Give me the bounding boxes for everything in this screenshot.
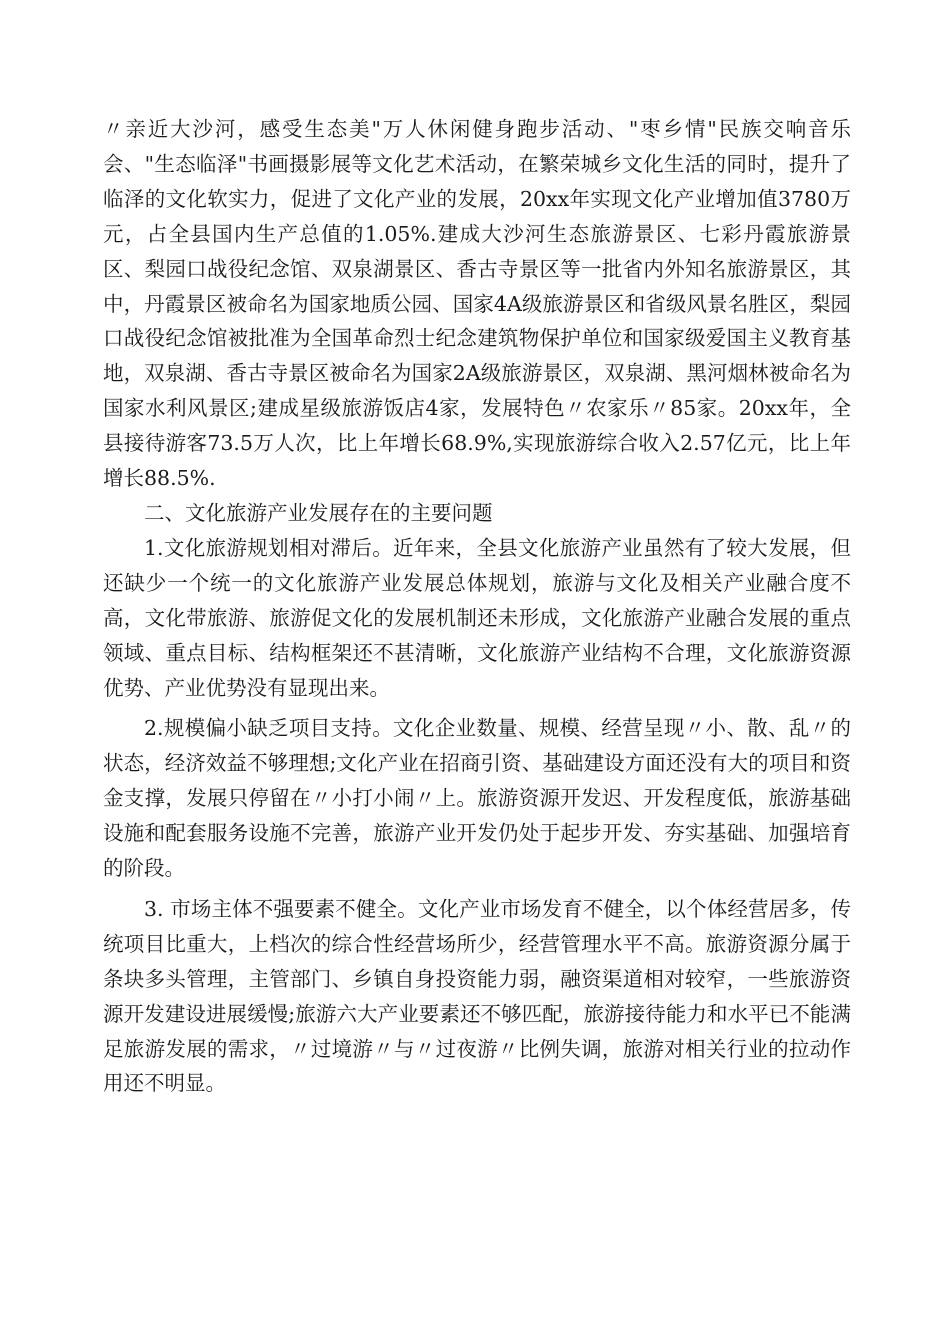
paragraph-issue-planning-lag: 1.文化旅游规划相对滞后。近年来，全县文化旅游产业虽然有了较大发展，但还缺少一个统一的文化旅游产业发展总体规划，旅游与文化及相关产业融合度不高，文化带旅游、旅游促文化的发展机制还未形成，文化旅游产业融合发展的重点领域、重点目标、结构框架还不甚清晰，文化旅游产业结构不合理，文化旅游资源优势、产业优势没有显现出来。 xyxy=(103,535,851,700)
paragraph-culture-tourism-achievements: 〃亲近大沙河，感受生态美"万人休闲健身跑步活动、"枣乡情"民族交响音乐会、"生态临泽"书画摄影展等文化艺术活动，在繁荣城乡文化生活的同时，提升了临泽的文化软实力，促进了文化产业的发展，20xx年实现文化产业增加值3780万元，占全县国内生产总值的1.05%.建成大沙河生态旅游景区、七彩丹霞旅游景区、梨园口战役纪念馆、双泉湖景区、香古寺景区等一批省内外知名旅游景区，其中，丹霞景区被命名为国家地质公园、国家4A级旅游景区和省级风景名胜区，梨园口战役纪念馆被批准为全国革命烈士纪念建筑物保护单位和国家级爱国主义教育基地，双泉湖、香古寺景区被命名为国家2A级旅游景区，双泉湖、黑河烟林被命名为国家水利风景区;建成星级旅游饭店4家，发展特色〃农家乐〃85家。20xx年，全县接待游客73.5万人次，比上年增长68.9%,实现旅游综合收入2.57亿元，比上年增长88.5%. xyxy=(103,117,851,491)
document-body xyxy=(103,112,851,1101)
paragraph-issue-weak-market: 3. 市场主体不强要素不健全。文化产业市场发育不健全，以个体经营居多，传统项目比重大，上档次的综合性经营场所少，经营管理水平不高。旅游资源分属于条块多头管理，主管部门、乡镇自身投资能力弱，融资渠道相对较窄，一些旅游资源开发建设进展缓慢;旅游六大产业要素还不够匹配，旅游接待能力和水平已不能满足旅游发展的需求，〃过境游〃与〃过夜游〃比例失调，旅游对相关行业的拉动作用还不明显。 xyxy=(103,896,851,1096)
paragraph-issue-small-scale: 2.规模偏小缺乏项目支持。文化企业数量、规模、经营呈现〃小、散、乱〃的状态，经济效益不够理想;文化产业在招商引资、基础建设方面还没有大的项目和资金支撑，发展只停留在〃小打小闹〃上。旅游资源开发迟、开发程度低，旅游基础设施和配套服务设施不完善，旅游产业开发仍处于起步开发、夯实基础、加强培育的阶段。 xyxy=(103,716,851,881)
section-heading-main-problems: 二、文化旅游产业发展存在的主要问题 xyxy=(144,500,493,525)
